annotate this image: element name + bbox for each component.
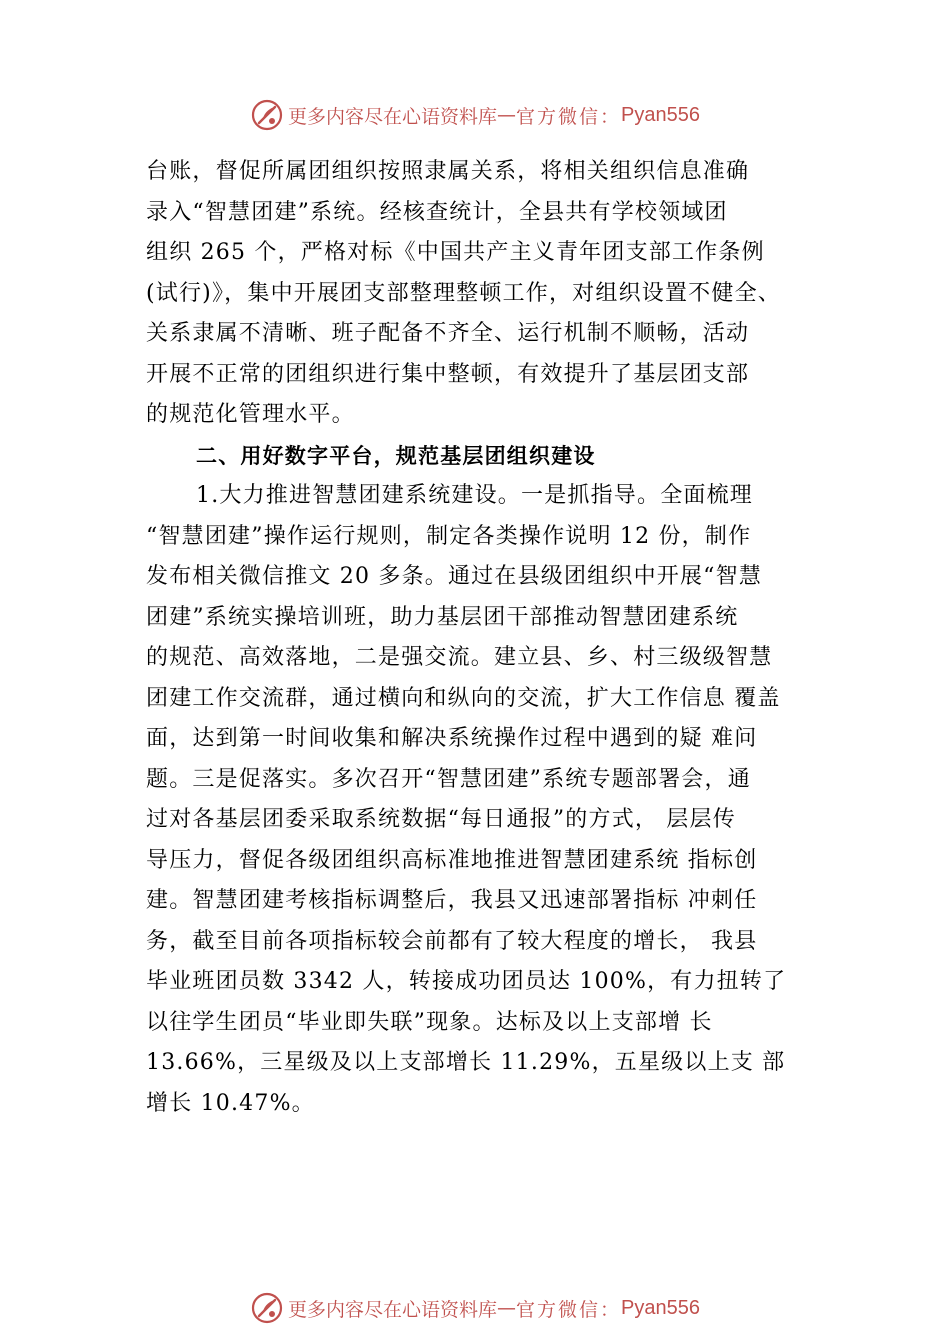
body-text-line: 组织 265 个，严格对标《中国共产主义青年团支部工作条例	[146, 240, 765, 265]
body-text-line: 的规范化管理水平。	[146, 402, 355, 427]
body-text-line: 发布相关微信推文 20 多条。通过在县级团组织中开展“智慧	[146, 564, 763, 589]
body-text-line: 1.大力推进智慧团建系统建设。一是抓指导。全面梳理	[196, 483, 753, 508]
watermark-banner-top	[0, 95, 950, 135]
body-text-line: 团建工作交流群，通过横向和纵向的交流，扩大工作信息 覆盖	[146, 685, 781, 711]
body-text-line: 以往学生团员“毕业即失联”现象。达标及以上支部增 长	[146, 1009, 713, 1035]
body-text-line: “智慧团建”操作运行规则，制定各类操作说明 12 份，制作	[146, 523, 752, 549]
body-text-line: 增长 10.47%。	[146, 1090, 315, 1116]
body-text-line: (试行)》，集中开展团支部整理整顿工作，对组织设置不健全、	[146, 280, 781, 306]
body-text-line: 团建”系统实操培训班，助力基层团干部推动智慧团建系统	[146, 604, 739, 630]
body-text-line: 录入“智慧团建”系统。经核查统计，全县共有学校领域团	[146, 199, 728, 225]
body-text-line: 建。智慧团建考核指标调整后，我县又迅速部署指标 冲刺任	[146, 888, 758, 913]
document-body	[146, 152, 830, 1124]
body-text-line: 导压力，督促各级团组织高标准地推进智慧团建系统 指标创	[146, 847, 758, 873]
body-text-line: 开展不正常的团组织进行集中整顿，有效提升了基层团支部	[146, 361, 750, 387]
body-text-line: 关系隶属不清晰、班子配备不齐全、运行机制不顺畅，活动	[146, 321, 750, 346]
watermark-wechat-id: Pyan556	[621, 1296, 700, 1319]
body-text-line: 面，达到第一时间收集和解决系统操作过程中遇到的疑 难问	[146, 726, 758, 751]
watermark-wechat-label: 官方微信：	[516, 1298, 622, 1321]
body-text-line: 过对各基层团委采取系统数据“每日通报”的方式， 层层传	[146, 807, 736, 832]
body-text-line: 的规范、高效落地，二是强交流。建立县、乡、村三级级智慧	[146, 645, 773, 670]
body-text-line: 台账，督促所属团组织按照隶属关系，将相关组织信息准确	[146, 159, 750, 184]
quill-seal-icon	[250, 1291, 284, 1325]
section-heading: 二、用好数字平台，规范基层团组织建设	[196, 443, 596, 468]
watermark-library-text: 更多内容尽在心语资料库	[288, 1298, 498, 1321]
watermark-library-text: 更多内容尽在心语资料库	[288, 105, 498, 128]
watermark-wechat-label: 官方微信：	[516, 105, 622, 128]
watermark-dash: —	[497, 104, 517, 126]
watermark-banner-bottom	[0, 1288, 950, 1328]
watermark-dash: —	[497, 1297, 517, 1319]
body-text-line: 务，截至目前各项指标较会前都有了较大程度的增长， 我县	[146, 928, 758, 954]
body-text-line: 毕业班团员数 3342 人，转接成功团员达 100%，有力扭转了	[146, 969, 787, 994]
watermark-wechat-id: Pyan556	[621, 103, 700, 126]
body-text-line: 13.66%，三星级及以上支部增长 11.29%，五星级以上支 部	[146, 1050, 786, 1075]
body-text-line: 题。三是促落实。多次召开“智慧团建”系统专题部署会，通	[146, 766, 751, 792]
quill-seal-icon	[250, 98, 284, 132]
